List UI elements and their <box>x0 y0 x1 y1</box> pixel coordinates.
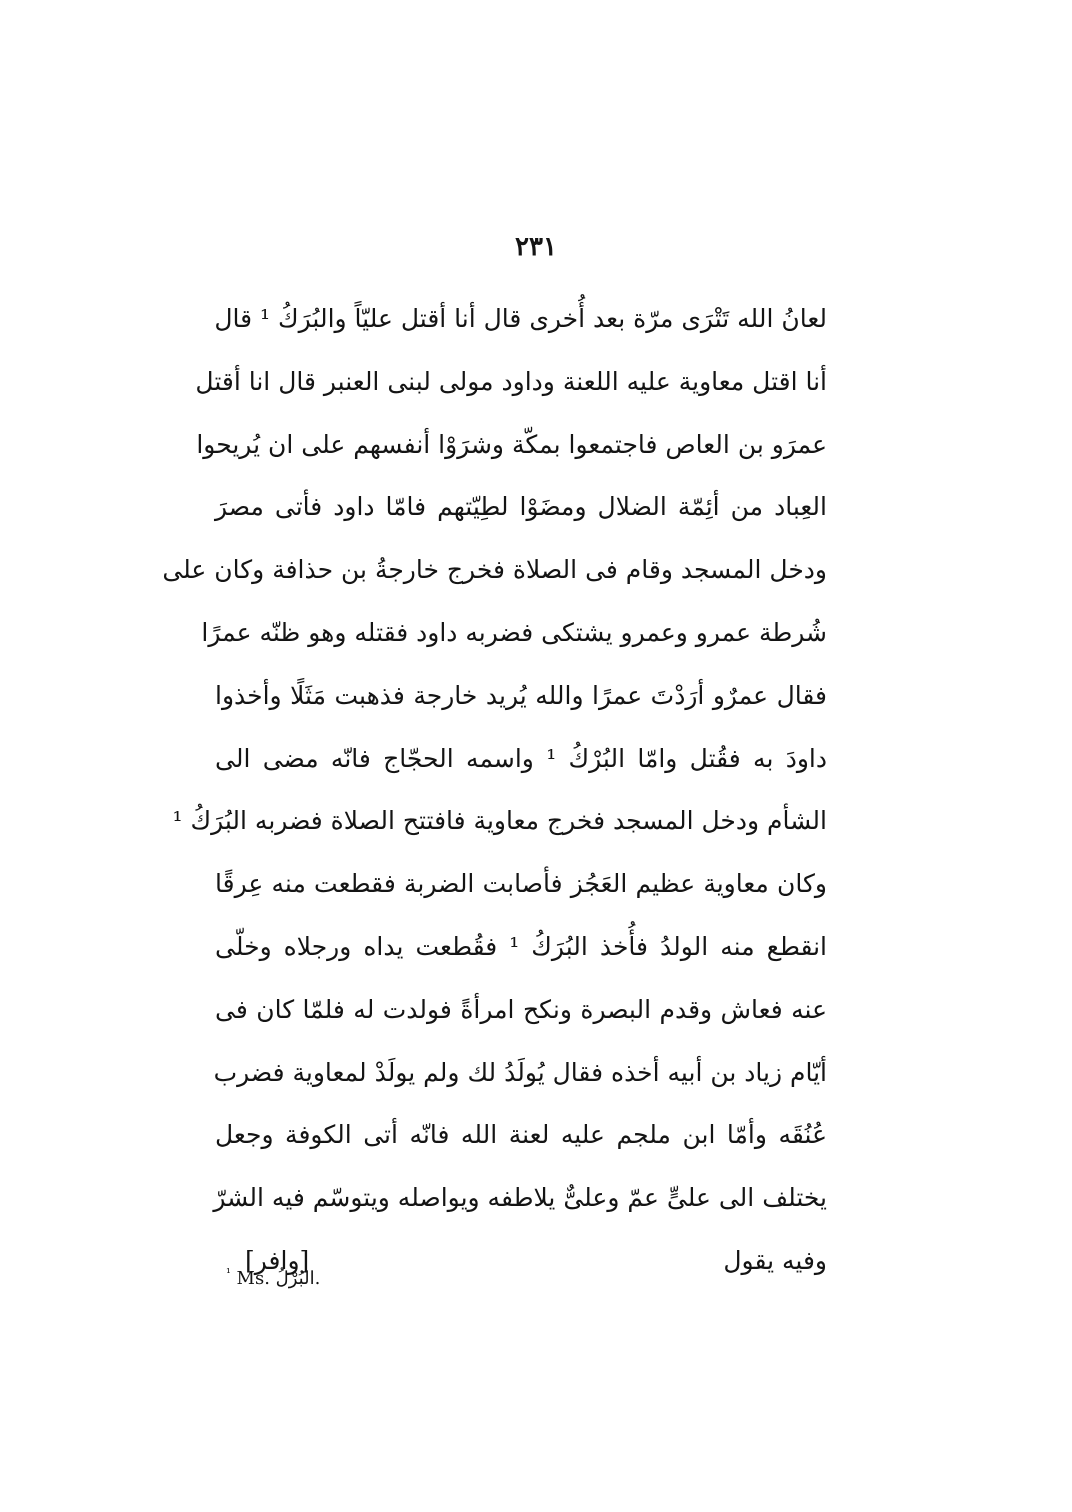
text-line-13: أيّام زياد بن أبيه أخذه فقال يُولَدُ لك ولم يولَدْ لمعاوية فضرب <box>213 1057 827 1087</box>
text-line-4: العِباد من أئِمّة الضلال ومضَوْا لطِيّتهم فامّا داود فأتى مصرَ <box>215 492 827 522</box>
footnote-text: Ms. البُرْلُ. <box>236 1268 321 1289</box>
footnote <box>226 1266 320 1289</box>
text-line-3: عمرَو بن العاص فاجتمعوا بمكّة وشرَوْا أنفسهم على ان يُريحوا <box>196 429 827 459</box>
text-line-10: وكان معاوية عظيم العَجُز فأصابت الضربة فقطعت منه عِرقًا <box>215 869 827 899</box>
text-line-1: لعانُ الله تَتْرَى مرّة بعد أُخرى قال أنا أقتل عليّاً والبُرَكُ ¹ قال <box>214 304 827 333</box>
text-line-8: داودَ به فقُتل وامّا البُرْكُ ¹ واسمه الحجّاج فانّه مضى الى <box>215 743 827 773</box>
last-line-text: وفيه يقول <box>723 1245 827 1275</box>
text-line-14: عُنُقَه وأمّا ابن ملجم عليه لعنة الله فانّه أتى الكوفة وجعل <box>215 1120 827 1150</box>
page-number: ٢٣١ <box>515 232 557 262</box>
text-line-15: يختلف الى علىٍّ عمّ وعلىٌّ يلاطفه ويواصله ويتوسّم فيه الشرّ <box>213 1183 827 1213</box>
meter-label: [وافر] <box>245 1245 310 1275</box>
text-line-5: ودخل المسجد وقام فى الصلاة فخرج خارجةُ بن حذافة وكان على <box>162 555 827 585</box>
text-line-6: شُرطة عمرو وعمرو يشتكى فضربه داود فقتله وهو ظنّه عمرًا <box>201 617 827 647</box>
text-line-11: انقطع منه الولدُ فأُخذ البُرَكُ ¹ فقُطعت يداه ورجلاه وخلّى <box>215 931 827 961</box>
footnote-marker: ¹ <box>226 1266 231 1280</box>
text-line-9: الشأم ودخل المسجد فخرج معاوية فافتتح الصلاة فضربه البُرَكُ ¹ <box>172 806 827 836</box>
text-line-7: فقال عمرٌو أرَدْتَ عمرًا والله يُريد خارجة فذهبت مَثَلًا وأخذوا <box>215 680 827 710</box>
text-line-12: عنه فعاش وقدم البصرة ونكح امرأةً فولدت له فلمّا كان فى <box>215 994 827 1024</box>
body-text <box>162 288 827 1293</box>
text-line-2: أنا اقتل معاوية عليه اللعنة وداود مولى لبنى العنبر قال انا أقتل <box>195 366 827 396</box>
